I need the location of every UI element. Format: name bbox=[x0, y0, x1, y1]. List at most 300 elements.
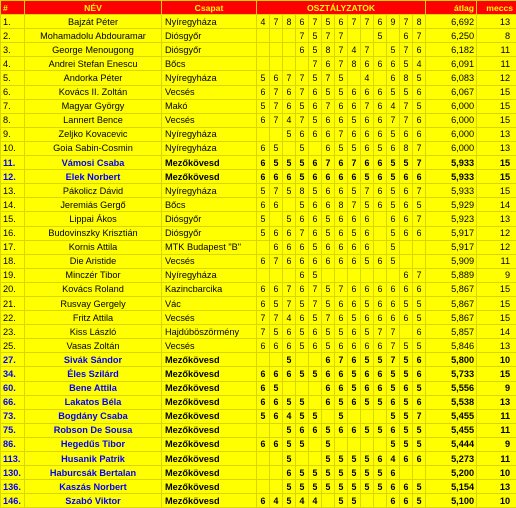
grade-cell[interactable]: 6 bbox=[413, 85, 426, 99]
table-row[interactable] bbox=[1, 466, 516, 480]
grade-cell[interactable]: 6 bbox=[335, 113, 348, 127]
grade-cell[interactable]: 6 bbox=[400, 381, 413, 395]
table-row[interactable] bbox=[1, 311, 516, 325]
grade-cell[interactable]: 6 bbox=[270, 367, 283, 381]
grade-cell[interactable]: 5 bbox=[387, 381, 400, 395]
average-cell[interactable]: 6,067 bbox=[426, 85, 477, 99]
grade-cell[interactable]: 5 bbox=[283, 212, 296, 226]
grade-cell[interactable]: 7 bbox=[361, 99, 374, 113]
average-cell[interactable]: 5,933 bbox=[426, 170, 477, 184]
grade-cell[interactable] bbox=[322, 409, 335, 423]
team-cell[interactable]: Vác bbox=[162, 296, 257, 310]
grade-cell[interactable] bbox=[296, 452, 309, 466]
grade-cell[interactable]: 5 bbox=[400, 85, 413, 99]
grade-cell[interactable]: 6 bbox=[335, 381, 348, 395]
team-cell[interactable]: Vecsés bbox=[162, 339, 257, 353]
grade-cell[interactable]: 6 bbox=[361, 57, 374, 71]
grade-cell[interactable]: 5 bbox=[400, 296, 413, 310]
rank-cell[interactable]: 15. bbox=[1, 212, 25, 226]
grade-cell[interactable]: 5 bbox=[296, 198, 309, 212]
player-name-cell[interactable]: Lakatos Béla bbox=[25, 395, 162, 409]
average-cell[interactable]: 5,800 bbox=[426, 353, 477, 367]
grade-cell[interactable]: 6 bbox=[309, 423, 322, 437]
grade-cell[interactable] bbox=[257, 57, 270, 71]
grade-cell[interactable]: 7 bbox=[283, 282, 296, 296]
grade-cell[interactable]: 7 bbox=[257, 325, 270, 339]
grade-cell[interactable]: 5 bbox=[387, 198, 400, 212]
grade-cell[interactable]: 6 bbox=[374, 184, 387, 198]
grade-cell[interactable]: 6 bbox=[335, 156, 348, 170]
table-row[interactable] bbox=[1, 452, 516, 466]
grade-cell[interactable]: 5 bbox=[322, 325, 335, 339]
matches-cell[interactable]: 14 bbox=[477, 198, 516, 212]
average-cell[interactable]: 6,000 bbox=[426, 99, 477, 113]
grade-cell[interactable]: 6 bbox=[361, 381, 374, 395]
grade-cell[interactable]: 5 bbox=[413, 437, 426, 451]
grade-cell[interactable]: 6 bbox=[348, 282, 361, 296]
grade-cell[interactable]: 5 bbox=[296, 437, 309, 451]
grade-cell[interactable]: 6 bbox=[348, 170, 361, 184]
average-cell[interactable]: 6,000 bbox=[426, 127, 477, 141]
grade-cell[interactable]: 7 bbox=[413, 212, 426, 226]
grade-cell[interactable]: 5 bbox=[348, 367, 361, 381]
grade-cell[interactable]: 6 bbox=[335, 184, 348, 198]
table-row[interactable] bbox=[1, 480, 516, 494]
matches-cell[interactable]: 13 bbox=[477, 480, 516, 494]
rank-cell[interactable]: 5. bbox=[1, 71, 25, 85]
grade-cell[interactable]: 7 bbox=[309, 57, 322, 71]
average-cell[interactable]: 6,182 bbox=[426, 43, 477, 57]
grade-cell[interactable]: 5 bbox=[387, 367, 400, 381]
grade-cell[interactable]: 6 bbox=[361, 367, 374, 381]
grade-cell[interactable]: 7 bbox=[361, 15, 374, 29]
team-cell[interactable]: Nyíregyháza bbox=[162, 184, 257, 198]
grade-cell[interactable] bbox=[335, 437, 348, 451]
grade-cell[interactable]: 7 bbox=[296, 29, 309, 43]
grade-cell[interactable]: 5 bbox=[309, 43, 322, 57]
grade-cell[interactable] bbox=[257, 240, 270, 254]
grade-cell[interactable] bbox=[283, 57, 296, 71]
grade-cell[interactable]: 6 bbox=[257, 437, 270, 451]
grade-cell[interactable]: 5 bbox=[296, 156, 309, 170]
grade-cell[interactable]: 6 bbox=[257, 395, 270, 409]
table-row[interactable] bbox=[1, 212, 516, 226]
team-cell[interactable]: Vecsés bbox=[162, 113, 257, 127]
table-row[interactable] bbox=[1, 85, 516, 99]
player-name-cell[interactable]: Bajzát Péter bbox=[25, 15, 162, 29]
team-cell[interactable]: Nyíregyháza bbox=[162, 71, 257, 85]
grade-cell[interactable]: 7 bbox=[309, 282, 322, 296]
header-matches[interactable]: meccs bbox=[477, 1, 516, 15]
grade-cell[interactable]: 6 bbox=[335, 339, 348, 353]
average-cell[interactable]: 5,455 bbox=[426, 423, 477, 437]
grade-cell[interactable]: 5 bbox=[413, 71, 426, 85]
grade-cell[interactable] bbox=[361, 494, 374, 508]
grade-cell[interactable] bbox=[413, 240, 426, 254]
grade-cell[interactable] bbox=[348, 437, 361, 451]
grade-cell[interactable]: 6 bbox=[361, 141, 374, 155]
grade-cell[interactable]: 5 bbox=[309, 29, 322, 43]
grade-cell[interactable]: 6 bbox=[361, 226, 374, 240]
team-cell[interactable]: Mezőkövesd bbox=[162, 395, 257, 409]
grade-cell[interactable]: 8 bbox=[296, 184, 309, 198]
grade-cell[interactable]: 6 bbox=[335, 254, 348, 268]
grade-cell[interactable]: 6 bbox=[400, 311, 413, 325]
player-name-cell[interactable]: Andrei Stefan Enescu bbox=[25, 57, 162, 71]
grade-cell[interactable]: 6 bbox=[374, 113, 387, 127]
grade-cell[interactable]: 5 bbox=[348, 141, 361, 155]
player-name-cell[interactable]: Lippai Ákos bbox=[25, 212, 162, 226]
grade-cell[interactable]: 7 bbox=[283, 296, 296, 310]
grade-cell[interactable]: 6 bbox=[413, 367, 426, 381]
rank-cell[interactable]: 1. bbox=[1, 15, 25, 29]
grade-cell[interactable] bbox=[374, 240, 387, 254]
grade-cell[interactable]: 6 bbox=[270, 409, 283, 423]
matches-cell[interactable]: 12 bbox=[477, 240, 516, 254]
matches-cell[interactable]: 12 bbox=[477, 71, 516, 85]
grade-cell[interactable]: 5 bbox=[387, 156, 400, 170]
grade-cell[interactable]: 6 bbox=[348, 339, 361, 353]
grade-cell[interactable]: 5 bbox=[322, 480, 335, 494]
grade-cell[interactable]: 6 bbox=[374, 339, 387, 353]
grade-cell[interactable]: 6 bbox=[348, 254, 361, 268]
grade-cell[interactable]: 6 bbox=[374, 156, 387, 170]
grade-cell[interactable]: 7 bbox=[270, 184, 283, 198]
grade-cell[interactable]: 5 bbox=[335, 409, 348, 423]
grade-cell[interactable]: 6 bbox=[413, 170, 426, 184]
table-row[interactable] bbox=[1, 198, 516, 212]
table-row[interactable] bbox=[1, 170, 516, 184]
grade-cell[interactable]: 5 bbox=[296, 466, 309, 480]
grade-cell[interactable]: 5 bbox=[400, 423, 413, 437]
average-cell[interactable]: 5,867 bbox=[426, 296, 477, 310]
grade-cell[interactable]: 6 bbox=[348, 423, 361, 437]
grade-cell[interactable] bbox=[283, 268, 296, 282]
grade-cell[interactable]: 5 bbox=[374, 353, 387, 367]
matches-cell[interactable]: 10 bbox=[477, 466, 516, 480]
grade-cell[interactable]: 5 bbox=[257, 226, 270, 240]
grade-cell[interactable] bbox=[257, 452, 270, 466]
grade-cell[interactable]: 7 bbox=[387, 325, 400, 339]
grade-cell[interactable]: 6 bbox=[322, 184, 335, 198]
grade-cell[interactable]: 6 bbox=[283, 254, 296, 268]
grade-cell[interactable]: 6 bbox=[257, 198, 270, 212]
grade-cell[interactable]: 5 bbox=[348, 184, 361, 198]
rank-cell[interactable]: 2. bbox=[1, 29, 25, 43]
grade-cell[interactable]: 5 bbox=[413, 296, 426, 310]
grade-cell[interactable]: 7 bbox=[270, 15, 283, 29]
rank-cell[interactable]: 21. bbox=[1, 296, 25, 310]
grade-cell[interactable]: 6 bbox=[374, 57, 387, 71]
grade-cell[interactable]: 5 bbox=[296, 141, 309, 155]
player-name-cell[interactable]: Robson De Sousa bbox=[25, 423, 162, 437]
team-cell[interactable]: Bőcs bbox=[162, 57, 257, 71]
grade-cell[interactable]: 7 bbox=[296, 226, 309, 240]
grade-cell[interactable]: 5 bbox=[348, 494, 361, 508]
grade-cell[interactable]: 6 bbox=[322, 353, 335, 367]
average-cell[interactable]: 5,909 bbox=[426, 254, 477, 268]
grade-cell[interactable] bbox=[257, 480, 270, 494]
average-cell[interactable]: 6,091 bbox=[426, 57, 477, 71]
matches-cell[interactable]: 15 bbox=[477, 170, 516, 184]
grade-cell[interactable]: 5 bbox=[413, 381, 426, 395]
average-cell[interactable]: 5,733 bbox=[426, 367, 477, 381]
grade-cell[interactable]: 8 bbox=[400, 141, 413, 155]
player-name-cell[interactable]: Minczér Tibor bbox=[25, 268, 162, 282]
grade-cell[interactable]: 5 bbox=[335, 141, 348, 155]
grade-cell[interactable]: 6 bbox=[374, 127, 387, 141]
grade-cell[interactable]: 6 bbox=[270, 170, 283, 184]
grade-cell[interactable]: 7 bbox=[361, 43, 374, 57]
grade-cell[interactable]: 6 bbox=[296, 43, 309, 57]
player-name-cell[interactable]: Sivák Sándor bbox=[25, 353, 162, 367]
grade-cell[interactable]: 5 bbox=[283, 452, 296, 466]
rank-cell[interactable]: 25. bbox=[1, 339, 25, 353]
grade-cell[interactable]: 5 bbox=[335, 85, 348, 99]
grade-cell[interactable]: 6 bbox=[387, 57, 400, 71]
table-row[interactable] bbox=[1, 99, 516, 113]
grade-cell[interactable]: 5 bbox=[322, 339, 335, 353]
grade-cell[interactable]: 6 bbox=[257, 254, 270, 268]
grade-cell[interactable]: 7 bbox=[400, 43, 413, 57]
header-team[interactable]: Csapat bbox=[162, 1, 257, 15]
average-cell[interactable]: 5,889 bbox=[426, 268, 477, 282]
grade-cell[interactable]: 5 bbox=[348, 381, 361, 395]
grade-cell[interactable]: 7 bbox=[322, 71, 335, 85]
grade-cell[interactable]: 6 bbox=[309, 325, 322, 339]
grade-cell[interactable] bbox=[361, 409, 374, 423]
rank-cell[interactable]: 130. bbox=[1, 466, 25, 480]
grade-cell[interactable]: 4 bbox=[296, 494, 309, 508]
team-cell[interactable]: Diósgyőr bbox=[162, 29, 257, 43]
grade-cell[interactable]: 6 bbox=[296, 423, 309, 437]
grade-cell[interactable]: 6 bbox=[413, 226, 426, 240]
grade-cell[interactable]: 7 bbox=[413, 409, 426, 423]
grade-cell[interactable]: 6 bbox=[322, 170, 335, 184]
grade-cell[interactable]: 4 bbox=[270, 494, 283, 508]
table-row[interactable] bbox=[1, 43, 516, 57]
matches-cell[interactable]: 13 bbox=[477, 141, 516, 155]
average-cell[interactable]: 6,000 bbox=[426, 113, 477, 127]
player-name-cell[interactable]: Szabó Viktor bbox=[25, 494, 162, 508]
matches-cell[interactable]: 13 bbox=[477, 212, 516, 226]
rank-cell[interactable]: 4. bbox=[1, 57, 25, 71]
team-cell[interactable]: Nyíregyháza bbox=[162, 141, 257, 155]
grade-cell[interactable]: 6 bbox=[413, 127, 426, 141]
grade-cell[interactable]: 6 bbox=[309, 226, 322, 240]
grade-cell[interactable]: 5 bbox=[270, 141, 283, 155]
rank-cell[interactable]: 113. bbox=[1, 452, 25, 466]
grade-cell[interactable]: 6 bbox=[283, 170, 296, 184]
grade-cell[interactable] bbox=[374, 409, 387, 423]
grade-cell[interactable]: 6 bbox=[296, 254, 309, 268]
player-name-cell[interactable]: Vasas Zoltán bbox=[25, 339, 162, 353]
grade-cell[interactable]: 6 bbox=[374, 311, 387, 325]
average-cell[interactable]: 5,923 bbox=[426, 212, 477, 226]
matches-cell[interactable]: 11 bbox=[477, 409, 516, 423]
rank-cell[interactable]: 9. bbox=[1, 127, 25, 141]
grade-cell[interactable]: 4 bbox=[348, 43, 361, 57]
grade-cell[interactable]: 6 bbox=[270, 437, 283, 451]
grade-cell[interactable]: 6 bbox=[335, 170, 348, 184]
grade-cell[interactable]: 6 bbox=[322, 240, 335, 254]
average-cell[interactable]: 5,933 bbox=[426, 156, 477, 170]
grade-cell[interactable]: 6 bbox=[374, 367, 387, 381]
rank-cell[interactable]: 66. bbox=[1, 395, 25, 409]
team-cell[interactable]: MTK Budapest "B" bbox=[162, 240, 257, 254]
player-name-cell[interactable]: Lannert Bence bbox=[25, 113, 162, 127]
player-name-cell[interactable]: Kornis Attila bbox=[25, 240, 162, 254]
table-row[interactable] bbox=[1, 296, 516, 310]
grade-cell[interactable]: 5 bbox=[413, 311, 426, 325]
grade-cell[interactable]: 6 bbox=[296, 240, 309, 254]
grade-cell[interactable]: 7 bbox=[348, 198, 361, 212]
grade-cell[interactable]: 5 bbox=[400, 57, 413, 71]
grade-cell[interactable]: 6 bbox=[374, 452, 387, 466]
player-name-cell[interactable]: Budovinszky Krisztián bbox=[25, 226, 162, 240]
grade-cell[interactable]: 6 bbox=[283, 466, 296, 480]
team-cell[interactable]: Mezőkövesd bbox=[162, 494, 257, 508]
grade-cell[interactable]: 5 bbox=[270, 296, 283, 310]
grade-cell[interactable] bbox=[374, 71, 387, 85]
average-cell[interactable]: 5,917 bbox=[426, 226, 477, 240]
grade-cell[interactable]: 7 bbox=[270, 254, 283, 268]
average-cell[interactable]: 6,083 bbox=[426, 71, 477, 85]
grade-cell[interactable]: 8 bbox=[413, 15, 426, 29]
grade-cell[interactable]: 5 bbox=[335, 395, 348, 409]
average-cell[interactable]: 5,556 bbox=[426, 381, 477, 395]
grade-cell[interactable]: 5 bbox=[283, 480, 296, 494]
grade-cell[interactable]: 5 bbox=[400, 395, 413, 409]
grade-cell[interactable]: 6 bbox=[348, 325, 361, 339]
average-cell[interactable]: 5,538 bbox=[426, 395, 477, 409]
grade-cell[interactable] bbox=[270, 466, 283, 480]
grade-cell[interactable]: 6 bbox=[270, 240, 283, 254]
grade-cell[interactable]: 4 bbox=[387, 99, 400, 113]
matches-cell[interactable]: 15 bbox=[477, 156, 516, 170]
player-name-cell[interactable]: Éles Szilárd bbox=[25, 367, 162, 381]
grade-cell[interactable]: 5 bbox=[387, 85, 400, 99]
grade-cell[interactable] bbox=[374, 212, 387, 226]
rank-cell[interactable]: 20. bbox=[1, 282, 25, 296]
grade-cell[interactable]: 6 bbox=[387, 395, 400, 409]
grade-cell[interactable] bbox=[270, 452, 283, 466]
team-cell[interactable]: Diósgyőr bbox=[162, 212, 257, 226]
grade-cell[interactable]: 5 bbox=[309, 480, 322, 494]
grade-cell[interactable] bbox=[348, 29, 361, 43]
grade-cell[interactable]: 5 bbox=[387, 437, 400, 451]
grade-cell[interactable]: 6 bbox=[374, 381, 387, 395]
grade-cell[interactable]: 5 bbox=[296, 296, 309, 310]
grade-cell[interactable]: 6 bbox=[296, 311, 309, 325]
grade-cell[interactable]: 9 bbox=[387, 15, 400, 29]
grade-cell[interactable]: 5 bbox=[335, 494, 348, 508]
grade-cell[interactable]: 6 bbox=[309, 212, 322, 226]
grade-cell[interactable]: 5 bbox=[335, 325, 348, 339]
grade-cell[interactable] bbox=[296, 381, 309, 395]
grade-cell[interactable] bbox=[322, 494, 335, 508]
rank-cell[interactable]: 7. bbox=[1, 99, 25, 113]
table-row[interactable] bbox=[1, 282, 516, 296]
grade-cell[interactable]: 5 bbox=[348, 452, 361, 466]
grade-cell[interactable] bbox=[283, 29, 296, 43]
grade-cell[interactable]: 5 bbox=[374, 395, 387, 409]
table-row[interactable] bbox=[1, 353, 516, 367]
grade-cell[interactable]: 4 bbox=[257, 15, 270, 29]
grade-cell[interactable]: 5 bbox=[374, 466, 387, 480]
matches-cell[interactable]: 13 bbox=[477, 339, 516, 353]
rank-cell[interactable]: 34. bbox=[1, 367, 25, 381]
grade-cell[interactable] bbox=[296, 353, 309, 367]
grade-cell[interactable]: 5 bbox=[335, 452, 348, 466]
player-name-cell[interactable]: Elek Norbert bbox=[25, 170, 162, 184]
grade-cell[interactable]: 5 bbox=[296, 367, 309, 381]
grade-cell[interactable]: 5 bbox=[374, 141, 387, 155]
matches-cell[interactable]: 13 bbox=[477, 15, 516, 29]
grade-cell[interactable]: 5 bbox=[257, 212, 270, 226]
grade-cell[interactable] bbox=[387, 29, 400, 43]
matches-cell[interactable]: 11 bbox=[477, 57, 516, 71]
grade-cell[interactable]: 6 bbox=[309, 85, 322, 99]
grade-cell[interactable] bbox=[413, 254, 426, 268]
grade-cell[interactable]: 6 bbox=[335, 367, 348, 381]
matches-cell[interactable]: 15 bbox=[477, 282, 516, 296]
grade-cell[interactable]: 6 bbox=[361, 85, 374, 99]
grade-cell[interactable]: 5 bbox=[257, 184, 270, 198]
matches-cell[interactable]: 11 bbox=[477, 452, 516, 466]
grade-cell[interactable]: 7 bbox=[322, 156, 335, 170]
table-row[interactable] bbox=[1, 367, 516, 381]
grade-cell[interactable] bbox=[283, 141, 296, 155]
grade-cell[interactable]: 5 bbox=[296, 339, 309, 353]
matches-cell[interactable]: 15 bbox=[477, 99, 516, 113]
grade-cell[interactable]: 6 bbox=[374, 15, 387, 29]
table-row[interactable] bbox=[1, 15, 516, 29]
grade-cell[interactable]: 6 bbox=[322, 113, 335, 127]
grade-cell[interactable]: 6 bbox=[361, 212, 374, 226]
grade-cell[interactable]: 5 bbox=[322, 226, 335, 240]
grade-cell[interactable]: 7 bbox=[335, 127, 348, 141]
grade-cell[interactable]: 6 bbox=[348, 353, 361, 367]
grade-cell[interactable] bbox=[283, 43, 296, 57]
grade-cell[interactable]: 7 bbox=[296, 71, 309, 85]
average-cell[interactable]: 6,250 bbox=[426, 29, 477, 43]
grade-cell[interactable]: 5 bbox=[387, 127, 400, 141]
grade-cell[interactable]: 6 bbox=[270, 339, 283, 353]
grade-cell[interactable]: 6 bbox=[322, 367, 335, 381]
grade-cell[interactable] bbox=[348, 409, 361, 423]
grade-cell[interactable]: 6 bbox=[335, 15, 348, 29]
team-cell[interactable]: Mezőkövesd bbox=[162, 437, 257, 451]
grade-cell[interactable]: 6 bbox=[400, 127, 413, 141]
rank-cell[interactable]: 16. bbox=[1, 226, 25, 240]
grade-cell[interactable]: 7 bbox=[387, 113, 400, 127]
player-name-cell[interactable]: Bogdány Csaba bbox=[25, 409, 162, 423]
grade-cell[interactable] bbox=[309, 437, 322, 451]
grade-cell[interactable]: 8 bbox=[322, 43, 335, 57]
table-row[interactable] bbox=[1, 113, 516, 127]
rank-cell[interactable]: 75. bbox=[1, 423, 25, 437]
grade-cell[interactable]: 5 bbox=[283, 127, 296, 141]
grade-cell[interactable]: 5 bbox=[374, 480, 387, 494]
grade-cell[interactable]: 6 bbox=[348, 240, 361, 254]
team-cell[interactable]: Mezőkövesd bbox=[162, 381, 257, 395]
table-row[interactable] bbox=[1, 184, 516, 198]
grade-cell[interactable]: 6 bbox=[257, 296, 270, 310]
grade-cell[interactable] bbox=[400, 466, 413, 480]
grade-cell[interactable]: 5 bbox=[348, 311, 361, 325]
grade-cell[interactable] bbox=[309, 381, 322, 395]
